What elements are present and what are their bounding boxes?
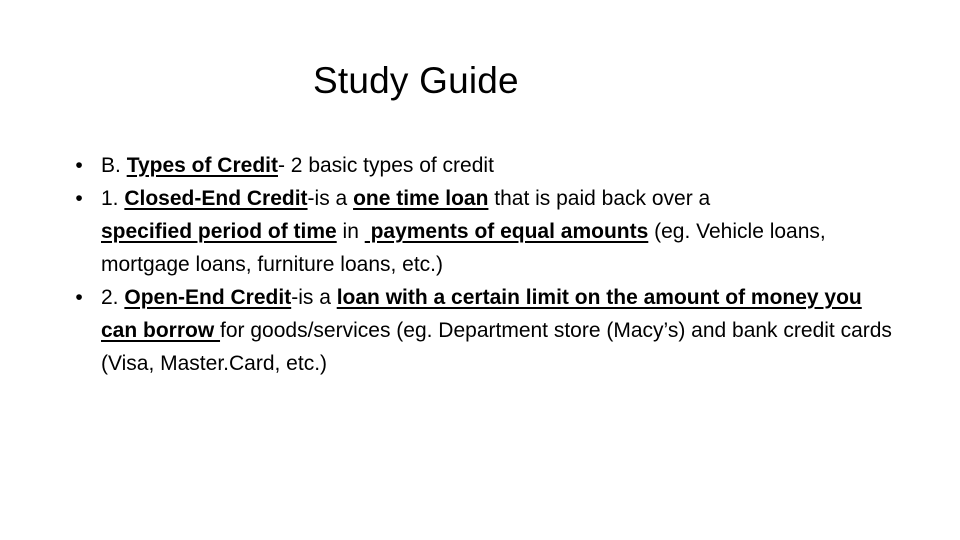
- bullet-text: -is a: [291, 286, 337, 309]
- bullet-icon: •: [75, 154, 83, 177]
- bullet-text: for goods/services (eg. Department store (Macy’s) and bank credit cards (Visa, Master.Card, etc.): [101, 319, 892, 375]
- bullet-prefix: 2.: [101, 286, 125, 309]
- emphasis-equal-payments: payments of equal amounts: [364, 220, 649, 243]
- bullet-icon: •: [75, 187, 83, 210]
- term-closed-end-credit: Closed-End Credit: [124, 187, 308, 210]
- emphasis-loan-limit: loan with a certain limit on the amount of money you can borrow: [101, 286, 862, 342]
- bullet-item-open-end-credit: [0, 281, 960, 380]
- bullet-text: -is a: [307, 187, 354, 210]
- bullet-list: [0, 149, 960, 380]
- bullet-text: that is paid back over a: [488, 187, 711, 210]
- term-open-end-credit: Open-End Credit: [124, 286, 292, 309]
- term-types-of-credit: Types of Credit: [126, 154, 278, 177]
- bullet-icon: •: [75, 286, 83, 309]
- bullet-text: in: [336, 220, 365, 243]
- bullet-item-closed-end-credit: [0, 182, 960, 281]
- bullet-text: (eg. Vehicle loans, mortgage loans, furniture loans, etc.): [101, 220, 826, 276]
- bullet-text: - 2 basic types of credit: [277, 154, 494, 177]
- bullet-prefix: 1.: [101, 187, 125, 210]
- bullet-item-types-of-credit: [0, 149, 960, 182]
- emphasis-one-time-loan: one time loan: [353, 187, 489, 210]
- slide-title: Study Guide: [313, 60, 519, 101]
- bullet-prefix: B.: [101, 154, 127, 177]
- emphasis-specified-period: specified period of time: [101, 220, 337, 243]
